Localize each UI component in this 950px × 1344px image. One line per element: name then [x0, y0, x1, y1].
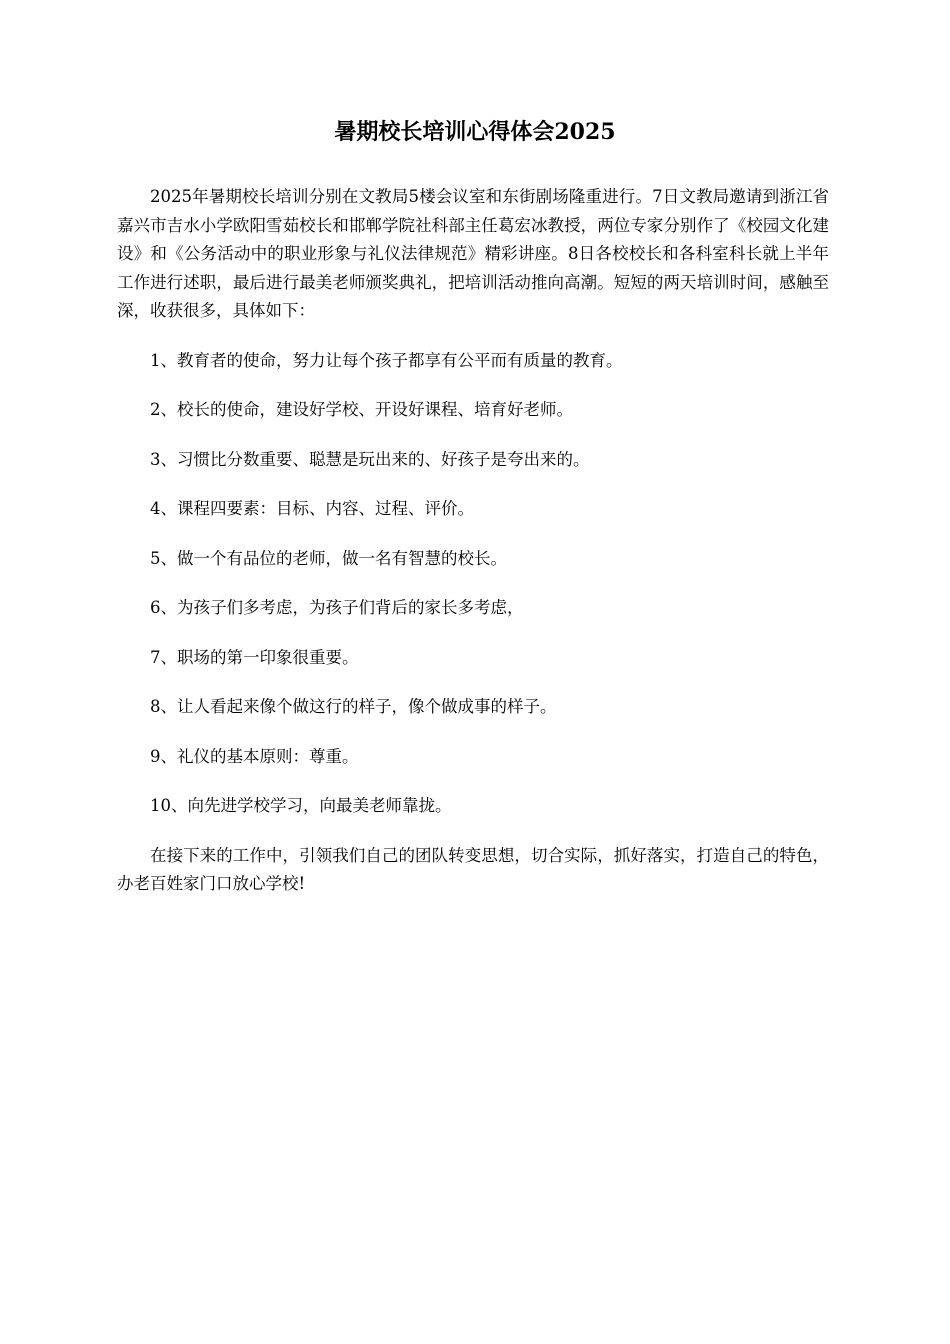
spacer: [117, 524, 829, 545]
document-title: 暑期校长培训心得体会2025: [334, 119, 616, 145]
spacer: [117, 623, 829, 644]
list-item: 9、礼仪的基本原则：尊重。: [150, 746, 359, 766]
spacer: [117, 573, 829, 594]
conclusion-paragraph: 在接下来的工作中，引领我们自己的团队转变思想，切合实际，抓好落实，打造自己的特色，办老百姓家门口放心学校!: [117, 845, 829, 893]
list-item: 7、职场的第一印象很重要。: [150, 647, 359, 667]
list-item: 5、做一个有品位的老师，做一名有智慧的校长。: [150, 548, 507, 568]
spacer: [117, 425, 829, 446]
list-item: 6、为孩子们多考虑，为孩子们背后的家长多考虑，: [150, 598, 524, 617]
spacer: [117, 722, 829, 743]
intro-paragraph: 2025年暑期校长培训分别在文教局5楼会议室和东街剧场隆重进行。7日文教局邀请到浙江省嘉兴市吉水小学欧阳雪茹校长和邯郸学院社科部主任葛宏冰教授，两位专家分别作了《校园文化建设》和《公务活动中的职业形象与礼仪法律规范》精彩讲座。8日各校校长和各科室科长就上半年工作进行述职，最后进行最美老师颁奖典礼，把培训活动推向高潮。短短的两天培训时间，感触至深，收获很多，具体如下：: [117, 187, 829, 320]
list-item: 3、习惯比分数重要、聪慧是玩出来的、好孩子是夸出来的。: [150, 449, 590, 469]
document-body: [117, 183, 829, 899]
spacer: [117, 672, 829, 693]
list-item: 10、向先进学校学习，向最美老师靠拢。: [150, 796, 452, 815]
spacer: [117, 821, 829, 842]
list-item: 2、校长的使命，建设好学校、开设好课程、培育好老师。: [150, 400, 573, 419]
list-item: 4、课程四要素：目标、内容、过程、评价。: [150, 499, 474, 518]
spacer: [117, 474, 829, 495]
spacer: [117, 326, 829, 347]
spacer: [117, 375, 829, 396]
spacer: [117, 771, 829, 792]
list-item: 1、教育者的使命，努力让每个孩子都享有公平而有质量的教育。: [150, 350, 623, 370]
takeaways-list: [117, 347, 829, 821]
list-item: 8、让人看起来像个做这行的样子，像个做成事的样子。: [150, 697, 557, 716]
